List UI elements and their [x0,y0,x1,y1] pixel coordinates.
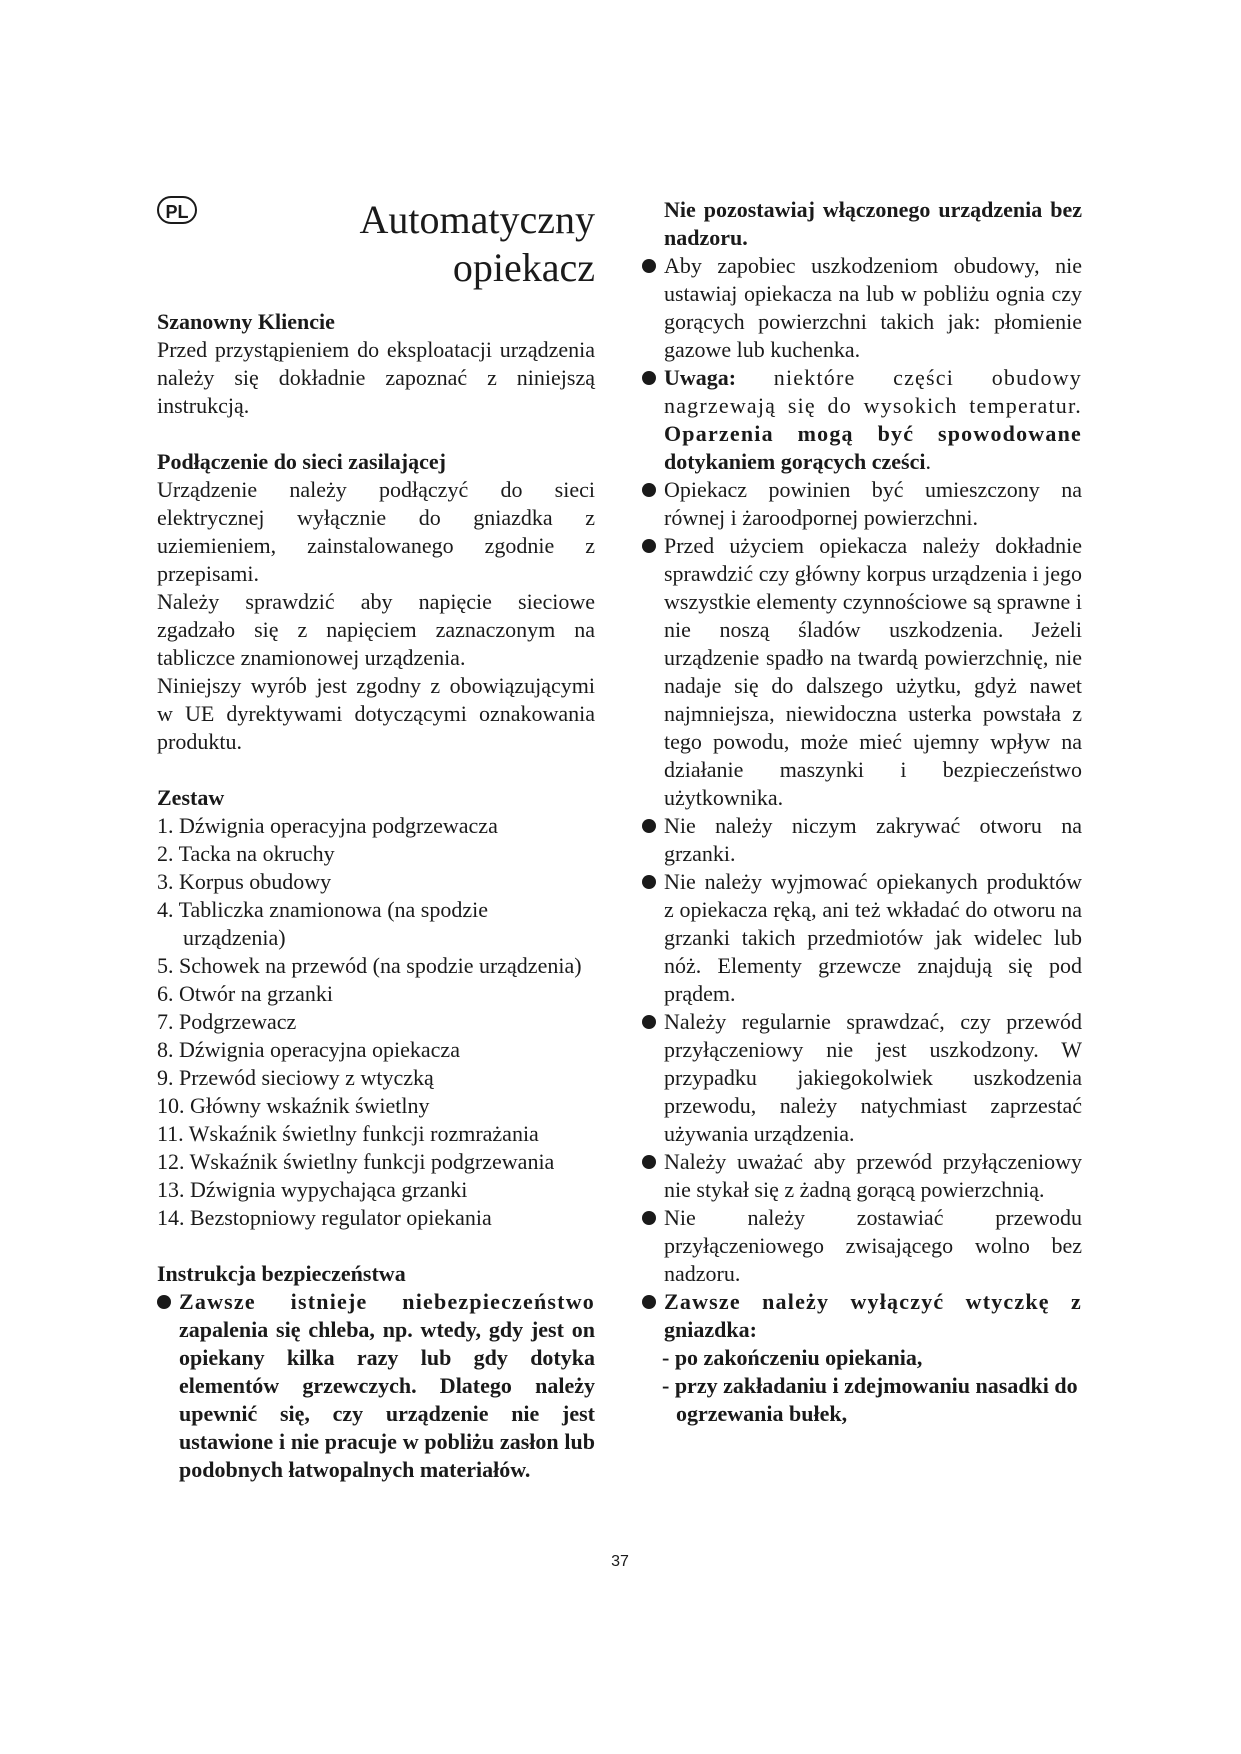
list-item: 8. Dźwignia operacyjna opiekacza [157,1037,460,1062]
bullet-text: Nie należy wyjmować opiekanych produktów z opiekacza ręką, ani też wkładać do otworu na grzanki takich przedmiotów jak widelec lub nóż. Elementy grzewcze znajdują się pod prądem. [664,869,1082,1006]
bullet-icon [157,1295,171,1309]
bullet-text: Nie należy niczym zakrywać otworu na grzanki. [664,813,1082,866]
safety-bullet [642,1008,1082,1148]
bullet-icon [642,1295,656,1309]
power-paragraph-1: Urządzenie należy podłączyć do sieci elektrycznej wyłącznie do gniazdka z uziemieniem, zainstalowanego zgodnie z przepisami. [157,477,595,586]
dash-item: - przy zakładaniu i zdejmowaniu nasadki do ogrzewania bułek, [662,1373,1078,1426]
set-list [157,812,595,1232]
safety-bullet [642,868,1082,1008]
safety-bullet-fire [157,1288,595,1484]
bullet-text: gniazdka: [664,1317,757,1342]
list-item: 11. Wskaźnik świetlny funkcji rozmrażania [157,1121,539,1146]
safety-lead-text: Zawsze istnieje niebezpieczeństwo [179,1289,595,1314]
power-paragraph-3: Niniejszy wyrób jest zgodny z obowiązującymi w UE dyrektywami dotyczącymi oznakowania produktu. [157,673,595,754]
greeting-text: Przed przystąpieniem do eksploatacji urządzenia należy się dokładnie zapoznać z niniejszą instrukcją. [157,337,595,418]
safety-bullet [642,812,1082,868]
bullet-text: niektóre części obudowy nagrzewają się do wysokich temperatur. [664,365,1082,418]
list-item: 2. Tacka na okruchy [157,841,335,866]
safety-heading: Instrukcja bezpieczeństwa [157,1261,406,1286]
safety-bullet [642,364,1082,476]
safety-rest-text: zapalenia się chleba, np. wtedy, gdy jest on opiekany kilka razy lub gdy dotyka elementów grzewczych. Dlatego należy upewnić się, czy urządzenie nie jest ustawione i nie pracuje w pobliżu zasłon lub podobnych łatwopalnych materiałów. [179,1317,595,1482]
bullet-icon [642,539,656,553]
list-item: 6. Otwór na grzanki [157,981,333,1006]
list-item: 14. Bezstopniowy regulator opiekania [157,1205,492,1230]
dash-item: - po zakończeniu opiekania, [662,1345,923,1370]
bullet-bold-text: dotykaniem gorących cześci [664,449,926,474]
safety-bullet [642,476,1082,532]
list-item: 1. Dźwignia operacyjna podgrzewacza [157,813,498,838]
bullet-lead-text: Zawsze należy wyłączyć wtyczkę z [664,1289,1082,1314]
safety-bullet [642,1204,1082,1288]
bullet-icon [642,371,656,385]
list-item: 10. Główny wskaźnik świetlny [157,1093,430,1118]
bullet-text: Należy regularnie sprawdzać, czy przewód przyłączeniowy nie jest uszkodzony. W przypadku jakiegokolwiek uszkodzenia przewodu, należy natychmiast zaprzestać używania urządzenia. [664,1009,1082,1146]
list-item: 12. Wskaźnik świetlny funkcji podgrzewania [157,1149,555,1174]
language-badge: PL [157,196,197,224]
list-item: 13. Dźwignia wypychająca grzanki [157,1177,468,1202]
bullet-icon [642,875,656,889]
bullet-icon [642,1015,656,1029]
greeting-heading: Szanowny Kliencie [157,309,335,334]
bullet-icon [642,819,656,833]
title-line-2: opiekacz [452,245,595,290]
bullet-text-end: . [925,449,931,474]
bullet-text: Przed użyciem opiekacza należy dokładnie sprawdzić czy główny korpus urządzenia i jego wszystkie elementy czynnościowe są sprawne i nie noszą śladów uszkodzenia. Jeżeli urządzenie spadło na twardą powierzchnię, nie nadaje się do dalszego użytku, gdyż nawet najmniejsza, niewidoczna usterka powstała z tego powodu, może mieć ujemny wpływ na działanie maszynki i bezpieczeństwo użytkownika. [664,533,1082,810]
unattended-warning: Nie pozostawiaj włączonego urządzenia bez nadzoru. [664,197,1082,250]
power-heading: Podłączenie do sieci zasilającej [157,449,446,474]
bullet-text: Opiekacz powinien być umieszczony na równej i żaroodpornej powierzchni. [664,477,1082,530]
list-item: 3. Korpus obudowy [157,869,332,894]
right-column [642,196,1082,1428]
bullet-icon [642,259,656,273]
power-paragraph-2: Należy sprawdzić aby napięcie sieciowe zgadzało się z napięciem zaznaczonym na tabliczce znamionowej urządzenia. [157,589,595,670]
safety-bullet [642,1288,1082,1344]
title-line-1: Automatyczny [359,197,595,242]
list-item: 5. Schowek na przewód (na spodzie urządzenia) [157,953,582,978]
bullet-bold-text: Oparzenia mogą być spowodowane [664,421,1082,446]
left-column [157,196,595,1484]
page-number: 37 [611,1553,629,1570]
bullet-icon [642,483,656,497]
list-item: 7. Podgrzewacz [157,1009,297,1034]
set-heading: Zestaw [157,785,225,810]
bullet-icon [642,1155,656,1169]
bullet-text: Nie należy zostawiać przewodu przyłączeniowego zwisającego wolno bez nadzoru. [664,1205,1082,1286]
bullet-label: Uwaga: [664,365,737,390]
safety-bullet [642,252,1082,364]
list-item: 9. Przewód sieciowy z wtyczką [157,1065,434,1090]
safety-bullet [642,1148,1082,1204]
safety-bullet [642,532,1082,812]
bullet-icon [642,1211,656,1225]
bullet-text: Należy uważać aby przewód przyłączeniowy nie stykał się z żadną gorącą powierzchnią. [664,1149,1082,1202]
bullet-text: Aby zapobiec uszkodzeniom obudowy, nie ustawiaj opiekacza na lub w pobliżu ognia czy gorących powierzchni takich jak: płomienie gazowe lub kuchenka. [664,253,1082,362]
list-item: 4. Tabliczka znamionowa (na spodzie urządzenia) [157,897,488,950]
